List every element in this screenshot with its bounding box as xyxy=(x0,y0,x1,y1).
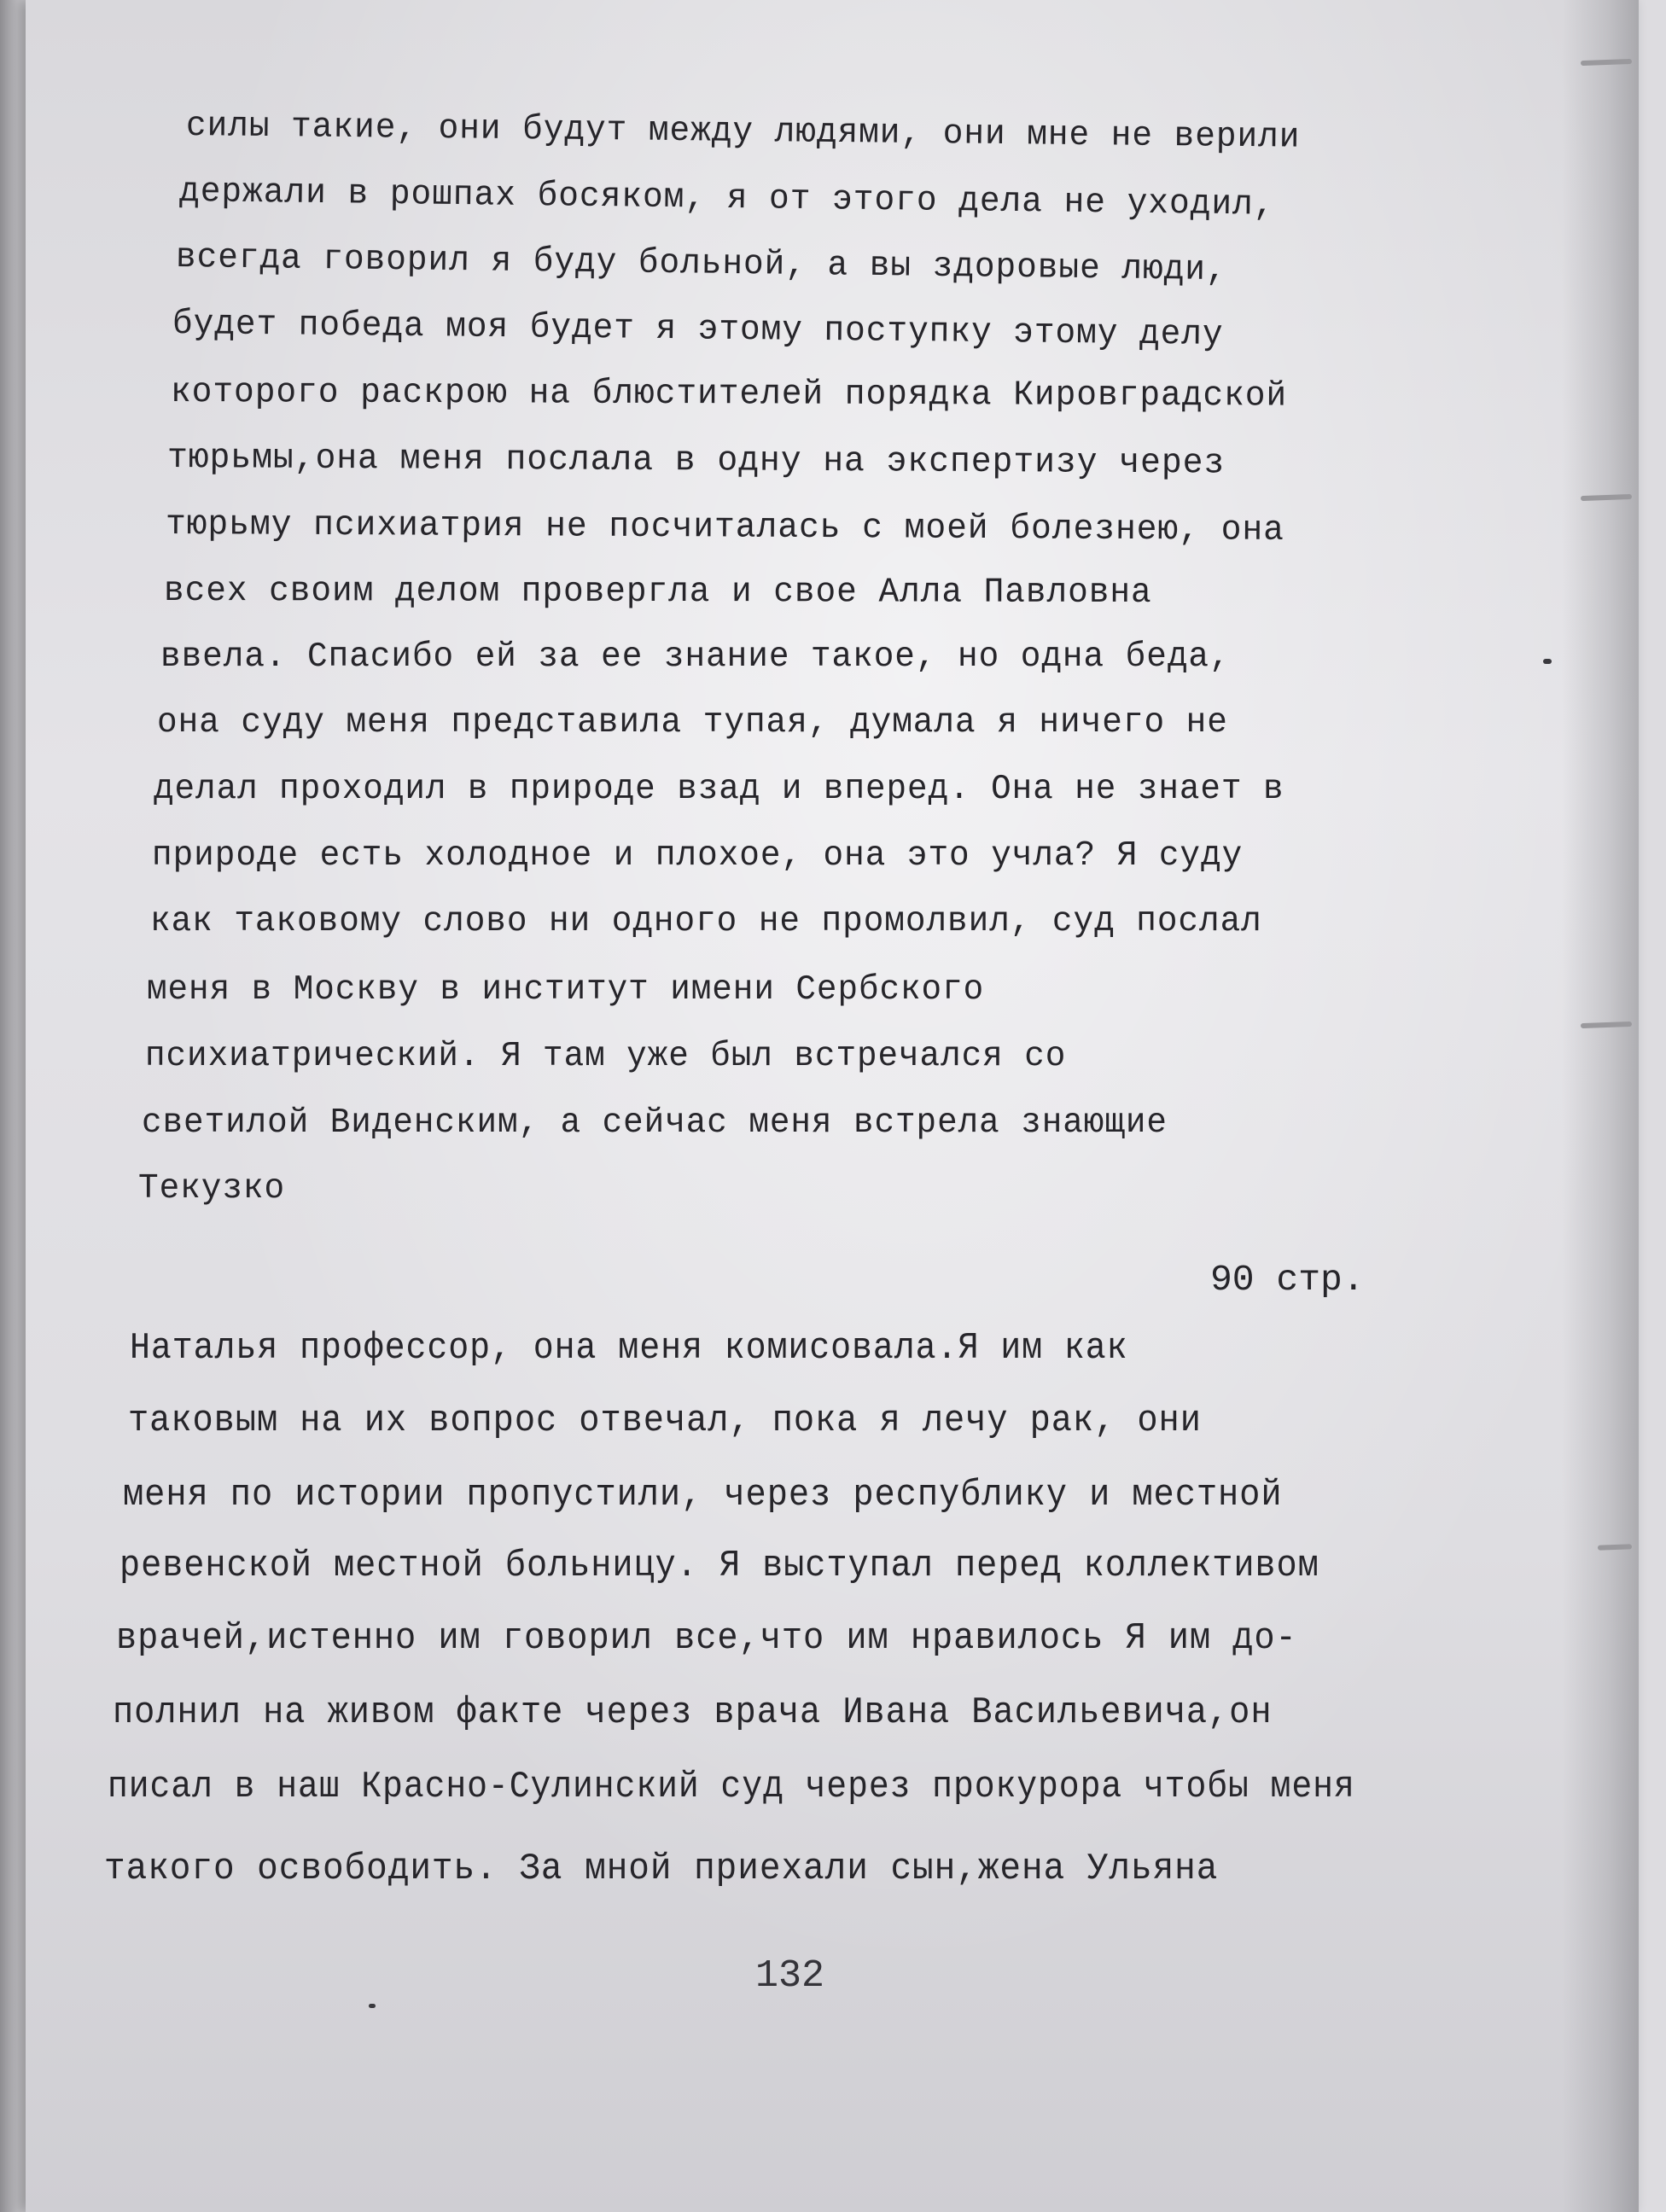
text-line: она суду меня представила тупая, думала я ничего не xyxy=(157,703,1228,742)
text-line: врачей,истенно им говорил все,что им нравилось Я им до- xyxy=(116,1617,1297,1660)
text-line: делал проходил в природе взад и вперед. Она не знает в xyxy=(154,770,1284,809)
text-line: писал в наш Красно-Сулинский суд через прокурора чтобы меня xyxy=(108,1766,1355,1808)
text-line: психиатрический. Я там уже был встречался со xyxy=(145,1037,1067,1076)
body-text-continued xyxy=(26,0,1639,2212)
page-reference: 90 стр. xyxy=(1210,1259,1365,1301)
text-line: меня в Москву в институт имени Сербского xyxy=(147,970,985,1010)
ink-speck xyxy=(1543,659,1552,664)
text-line: ввела. Спасибо ей за ее знание такое, но одна беда, xyxy=(160,637,1231,677)
text-line: полнил на живом факте через врача Ивана Васильевича,он xyxy=(113,1691,1273,1734)
text-line: всех своим делом провергла и свое Алла Павловна xyxy=(163,572,1152,614)
text-line: Текузко xyxy=(138,1169,286,1208)
text-line: всегда говорил я буду больной, а вы здоровые люди, xyxy=(175,238,1227,291)
text-line: светилой Виденским, а сейчас меня встрела знающие xyxy=(142,1103,1168,1143)
text-line: ревенской местной больницу. Я выступал перед коллективом xyxy=(119,1545,1319,1587)
text-line: будет победа моя будет я этому поступку этому делу xyxy=(172,305,1224,355)
text-line: Наталья профессор, она меня комисовала.Я им как xyxy=(130,1327,1128,1370)
text-line: которого раскрою на блюстителей порядка Кировградской xyxy=(170,373,1288,416)
text-line: тюрьмы,она меня послала в одну на экспертизу через xyxy=(166,439,1226,484)
page-number: 132 xyxy=(755,1954,825,1998)
text-line: таковым на их вопрос отвечал, пока я лечу рак, они xyxy=(128,1400,1202,1442)
text-line: тюрьму психиатрия не посчиталась с моей болезнею, она xyxy=(165,505,1284,550)
text-line: держали в рошпах босяком, я от этого дела не уходил, xyxy=(178,172,1275,225)
text-line: как таковому слово ни одного не промолвил, суд послал xyxy=(150,902,1262,941)
ink-speck xyxy=(369,2004,376,2008)
typewritten-page xyxy=(26,0,1639,2212)
text-line: природе есть холодное и плохое, она это учла? Я суду xyxy=(152,836,1244,876)
text-line: такого освободить. За мной приехали сын,жена Ульяна xyxy=(104,1848,1219,1890)
text-line: меня по истории пропустили, через республику и местной xyxy=(123,1474,1283,1516)
text-line: силы такие, они будут между людями, они мне не верили xyxy=(185,107,1301,158)
